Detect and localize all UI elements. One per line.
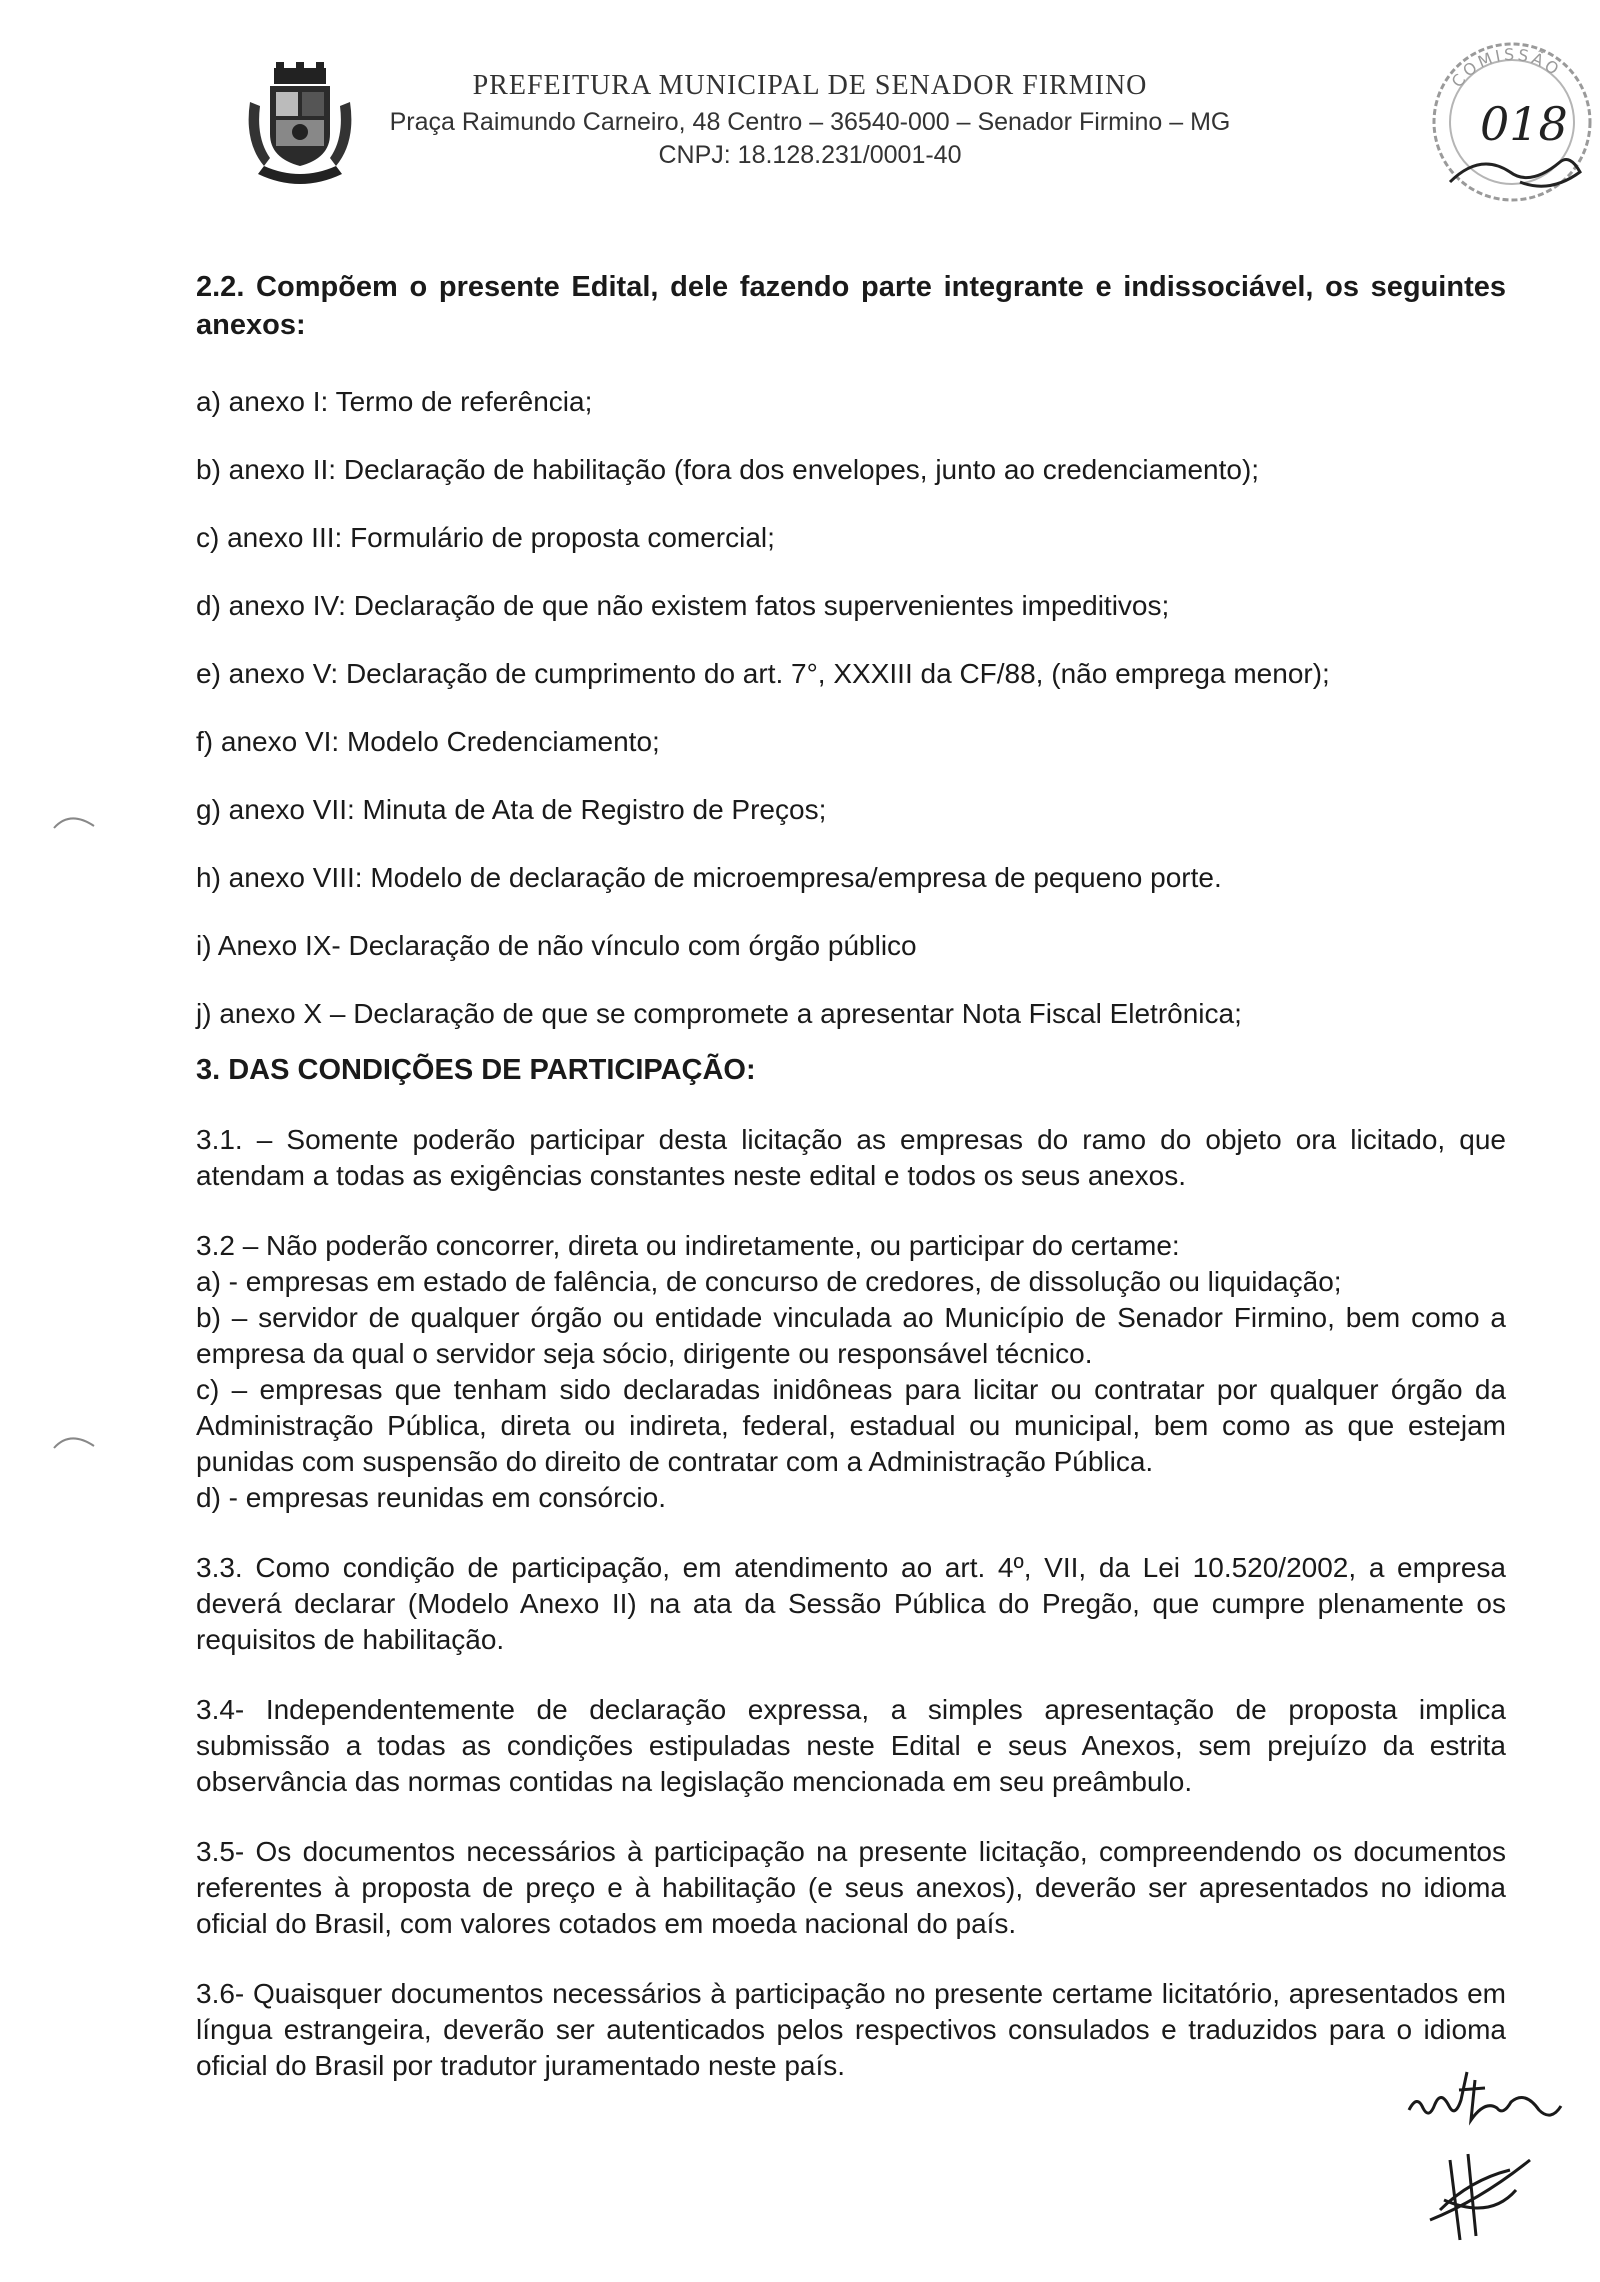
paragraph-3-2 <box>196 1228 1506 1516</box>
paragraph-3-1: 3.1. – Somente poderão participar desta licitação as empresas do ramo do objeto ora licitado, que atendam a todas as exigências constantes neste edital e todos os seus anexos. <box>196 1124 1506 1191</box>
annex-item-b: b) anexo II: Declaração de habilitação (fora dos envelopes, junto ao credenciamento); <box>196 454 1260 485</box>
annex-item-a: a) anexo I: Termo de referência; <box>196 386 593 417</box>
commission-stamp-icon <box>1420 22 1598 218</box>
document-body <box>196 268 1506 2118</box>
municipality-address: Praça Raimundo Carneiro, 48 Centro – 36540-000 – Senador Firmino – MG <box>389 108 1231 136</box>
annex-item-g: g) anexo VII: Minuta de Ata de Registro de Preços; <box>196 794 827 825</box>
paragraph-3-2-item-c: c) – empresas que tenham sido declaradas inidôneas para licitar ou contratar por qualquer órgão da Administração Pública, direta ou indireta, federal, estadual ou municipal, bem como as que estejam punidas com suspensão do direito de contratar com a Administração Pública. <box>196 1374 1506 1477</box>
annex-item-j: j) anexo X – Declaração de que se compromete a apresentar Nota Fiscal Eletrônica; <box>196 998 1242 1029</box>
paragraph-3-4: 3.4- Independentemente de declaração expressa, a simples apresentação de proposta implica submissão a todas as condições estipuladas neste Edital e seus Anexos, sem prejuízo da estrita observância das normas contidas na legislação mencionada em seu preâmbulo. <box>196 1694 1506 1797</box>
stamp-page-number: 018 <box>1480 97 1568 151</box>
paragraph-3-5: 3.5- Os documentos necessários à participação na presente licitação, compreendendo os documentos referentes à proposta de preço e à habilitação (e seus anexos), deverão ser apresentados no idioma oficial do Brasil, com valores cotados em moeda nacional do país. <box>196 1836 1506 1939</box>
annex-item-i: i) Anexo IX- Declaração de não vínculo com órgão público <box>196 930 917 961</box>
section-3-heading: 3. DAS CONDIÇÕES DE PARTICIPAÇÃO: <box>196 1054 756 1086</box>
letterhead <box>380 70 1240 174</box>
paragraph-3-2-item-d: d) - empresas reunidas em consórcio. <box>196 1482 666 1513</box>
paragraph-3-6: 3.6- Quaisquer documentos necessários à participação no presente certame licitatório, apresentados em língua estrangeira, deverão ser autenticados pelos respectivos consulados e traduzidos para o idioma oficial do Brasil por tradutor juramentado neste país. <box>196 1978 1506 2081</box>
annex-list <box>196 384 1506 1032</box>
municipal-crest-icon <box>240 62 360 192</box>
municipality-cnpj: CNPJ: 18.128.231/0001-40 <box>658 141 962 169</box>
paragraph-3-2-item-b: b) – servidor de qualquer órgão ou entidade vinculada ao Município de Senador Firmino, bem como a empresa da qual o servidor seja sócio, dirigente ou responsável técnico. <box>196 1302 1506 1369</box>
annex-item-c: c) anexo III: Formulário de proposta comercial; <box>196 522 775 553</box>
municipality-name: PREFEITURA MUNICIPAL DE SENADOR FIRMINO <box>472 70 1148 101</box>
signature-initials-icon <box>1405 2060 1565 2130</box>
annex-item-e: e) anexo V: Declaração de cumprimento do art. 7°, XXXIII da CF/88, (não emprega menor); <box>196 658 1330 689</box>
annex-item-f: f) anexo VI: Modelo Credenciamento; <box>196 726 660 757</box>
annex-item-h: h) anexo VIII: Modelo de declaração de microempresa/empresa de pequeno porte. <box>196 862 1222 893</box>
svg-text:COMISSÃO <box>1448 45 1565 91</box>
annex-item-d: d) anexo IV: Declaração de que não existem fatos supervenientes impeditivos; <box>196 590 1170 621</box>
section-2-2-intro: 2.2. Compõem o presente Edital, dele fazendo parte integrante e indissociável, os seguintes anexos: <box>196 271 1506 341</box>
margin-mark-icon <box>50 808 100 832</box>
stamp-label: COMISSÃO <box>1447 44 1565 92</box>
paragraph-3-2-lead: 3.2 – Não poderão concorrer, direta ou indiretamente, ou participar do certame: <box>196 1230 1180 1261</box>
margin-mark-icon <box>50 1428 100 1452</box>
signature-rubric-icon <box>1420 2140 1540 2250</box>
paragraph-3-3: 3.3. Como condição de participação, em atendimento ao art. 4º, VII, da Lei 10.520/2002, a empresa deverá declarar (Modelo Anexo II) na ata da Sessão Pública do Pregão, que cumpre plenamente os requisitos de habilitação. <box>196 1552 1506 1655</box>
paragraph-3-2-item-a: a) - empresas em estado de falência, de concurso de credores, de dissolução ou liquidação; <box>196 1266 1342 1297</box>
